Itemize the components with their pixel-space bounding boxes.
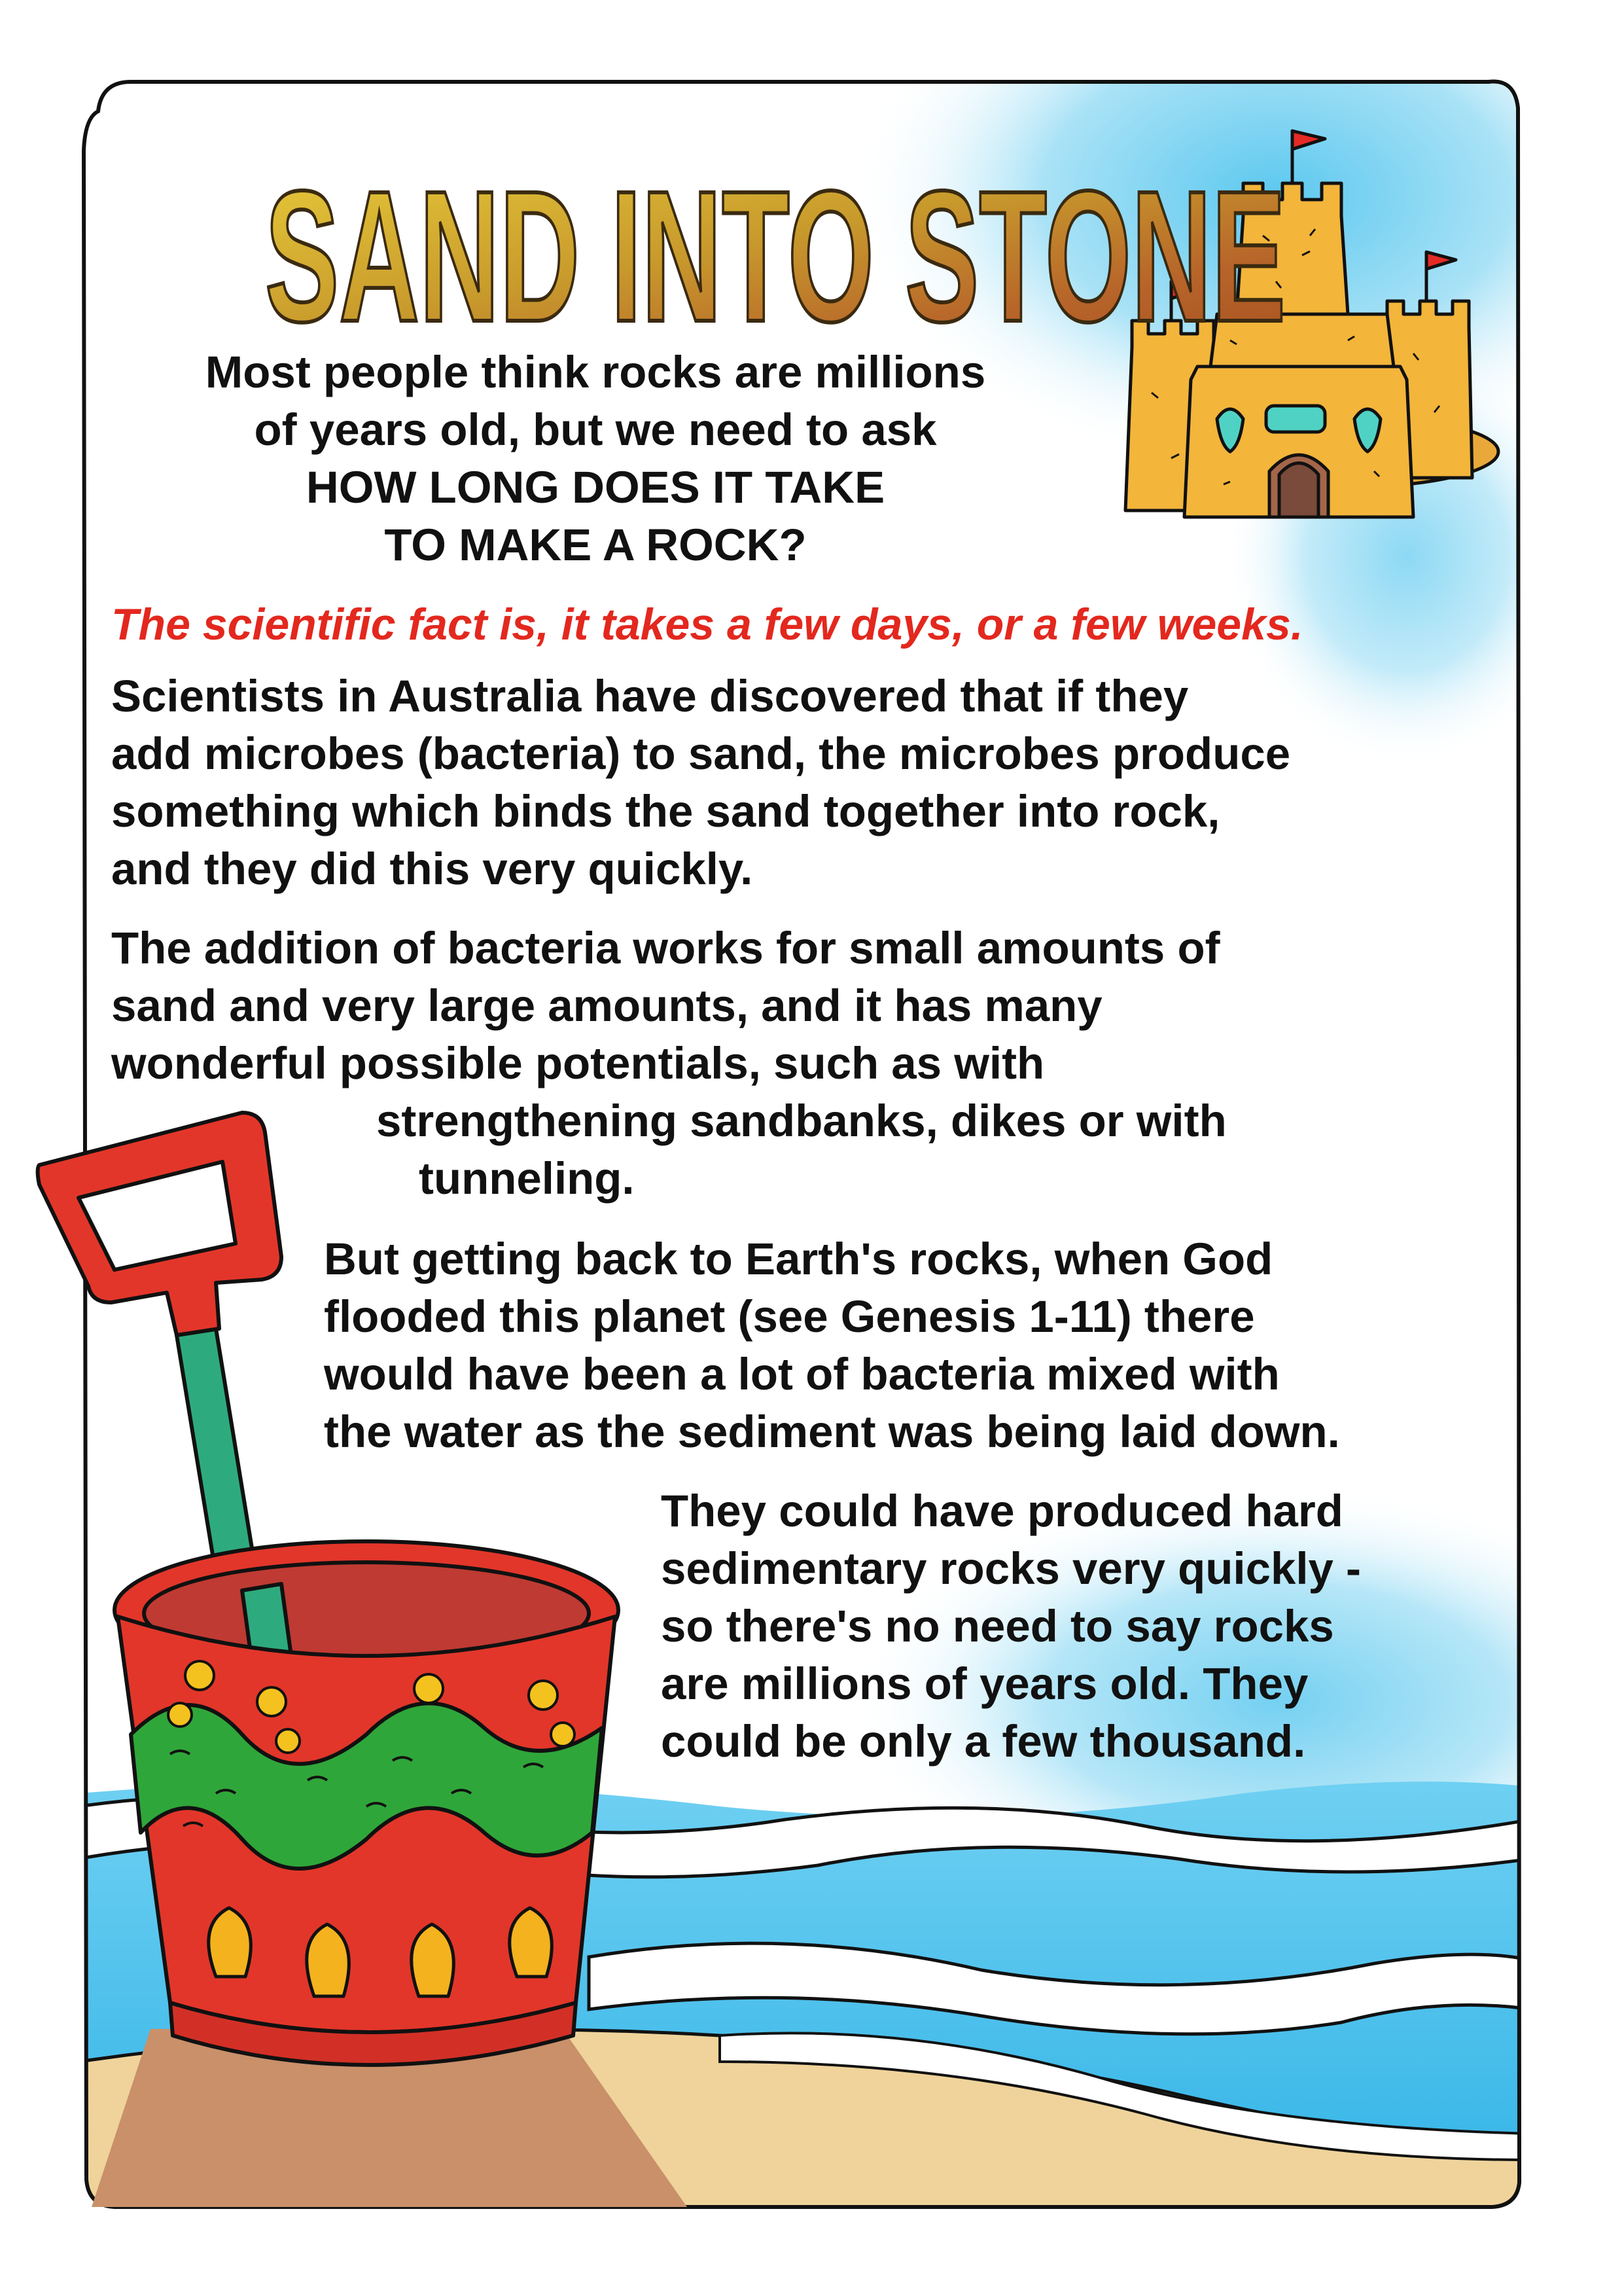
paragraph-2	[111, 920, 1227, 1208]
paragraph-3-line-2: flooded this planet (see Genesis 1-11) there	[324, 1291, 1255, 1342]
intro-line-4: TO MAKE A ROCK?	[384, 520, 807, 570]
page-title	[150, 137, 1171, 138]
paragraph-2-line-1: The addition of bacteria works for small amounts of	[111, 923, 1220, 973]
paragraph-3	[324, 1230, 1340, 1461]
paragraph-4-line-3: so there's no need to say rocks	[661, 1601, 1334, 1651]
paragraph-1-line-2: add microbes (bacteria) to sand, the microbes produce	[111, 728, 1291, 779]
paragraph-4-line-5: could be only a few thousand.	[661, 1716, 1306, 1767]
paragraph-4-line-2: sedimentary rocks very quickly -	[661, 1543, 1362, 1594]
paragraph-1-line-1: Scientists in Australia have discovered that if they	[111, 671, 1189, 721]
paragraph-1-line-4: and they did this very quickly.	[111, 844, 753, 894]
paragraph-2-line-5: tunneling.	[419, 1153, 635, 1204]
paragraph-3-line-4: the water as the sediment was being laid down.	[324, 1407, 1340, 1457]
paragraph-2-line-2: sand and very large amounts, and it has many	[111, 980, 1103, 1031]
paragraph-3-line-3: would have been a lot of bacteria mixed with	[324, 1349, 1280, 1399]
highlight-text: The scientific fact is, it takes a few days, or a few weeks.	[111, 600, 1303, 649]
paragraph-1	[111, 668, 1290, 898]
title-art: SAND INTO STONE	[265, 152, 1286, 361]
paragraph-1-line-3: something which binds the sand together into rock,	[111, 786, 1220, 836]
paragraph-4-line-4: are millions of years old. They	[661, 1659, 1309, 1709]
paragraph-4	[661, 1482, 1361, 1770]
intro-line-2: of years old, but we need to ask	[254, 404, 937, 455]
intro-line-1: Most people think rocks are millions	[205, 347, 986, 397]
paragraph-2-line-4: strengthening sandbanks, dikes or with	[376, 1096, 1227, 1146]
paragraph-2-line-3: wonderful possible potentials, such as with	[111, 1038, 1045, 1088]
intro-line-3: HOW LONG DOES IT TAKE	[306, 462, 885, 512]
paragraph-4-line-1: They could have produced hard	[661, 1486, 1343, 1536]
paragraph-3-line-1: But getting back to Earth's rocks, when God	[324, 1234, 1273, 1284]
intro-block	[121, 344, 1070, 574]
